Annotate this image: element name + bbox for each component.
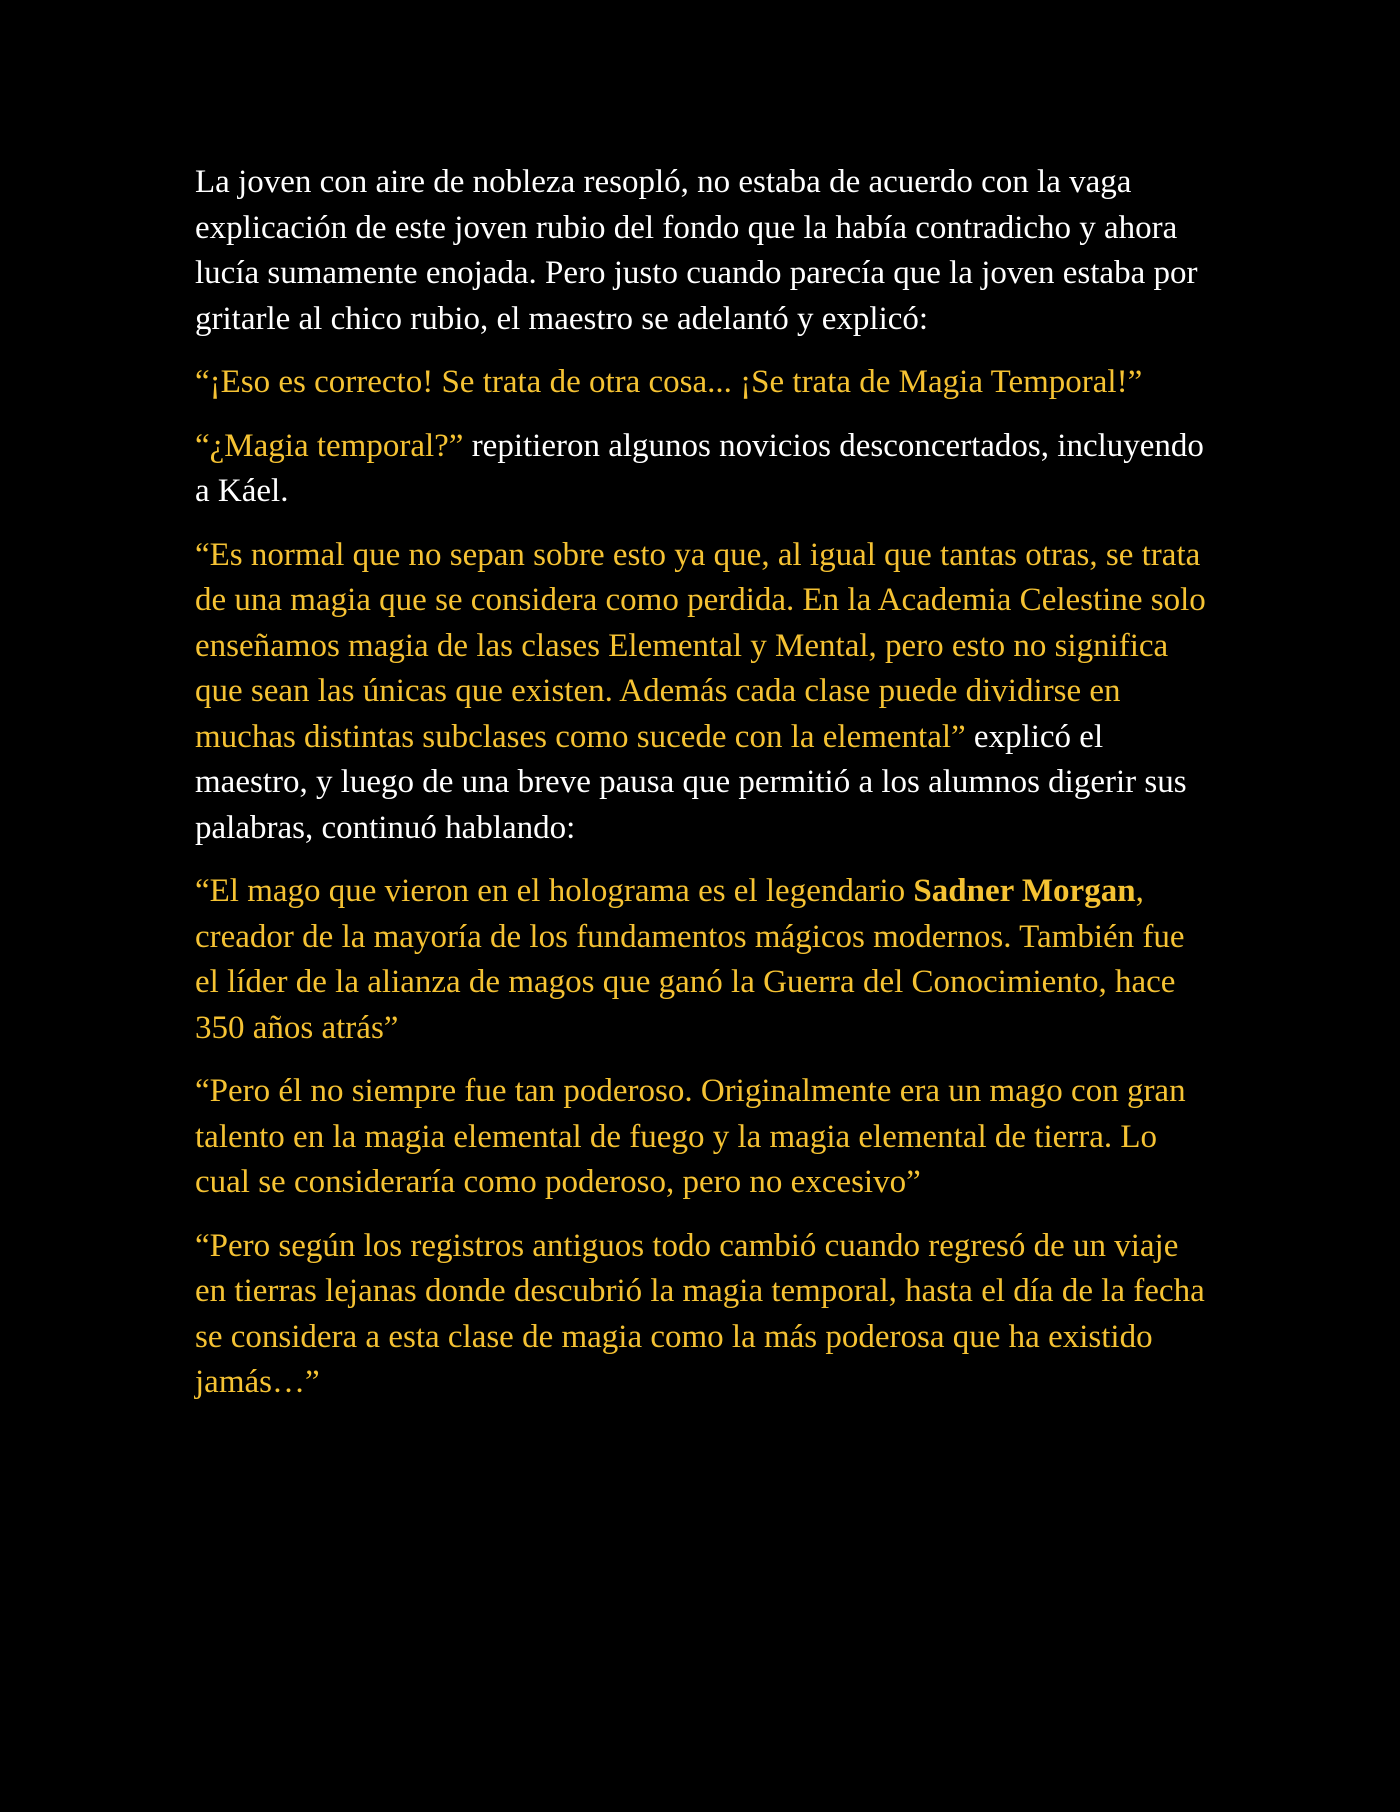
mixed-paragraph bbox=[195, 533, 1215, 852]
character-name: Sadner Morgan bbox=[913, 873, 1136, 909]
narration-paragraph bbox=[195, 160, 1215, 342]
dialogue-text: “Es normal que no sepan sobre esto ya que, al igual que tantas otras, se trata de una magia que se considera como perdida. En la Academia Celestine solo enseñamos magia de las clases Elemental y Mental, pero esto no significa que sean las únicas que existen. Además cada clase puede dividirse en muchas distintas subclases como sucede con la elemental” bbox=[195, 536, 1206, 755]
narration-text: explicó el maestro, y luego de una breve pausa que permitió a los alumnos digerir sus palabras, continuó hablando: bbox=[195, 718, 1187, 846]
dialogue-text: “Pero según los registros antiguos todo cambió cuando regresó de un viaje en tierras lejanas donde descubrió la magia temporal, hasta el día de la fecha se considera a esta clase de magia como la más poderosa que ha existido jamás…” bbox=[195, 1227, 1205, 1400]
narration-text: La joven con aire de nobleza resopló, no estaba de acuerdo con la vaga explicación de este joven rubio del fondo que la había contradicho y ahora lucía sumamente enojada. Pero justo cuando parecía que la joven estaba por gritarle al chico rubio, el maestro se adelantó y explicó: bbox=[195, 164, 1198, 337]
narration-text: repitieron algunos novicios desconcertados, incluyendo a Káel. bbox=[195, 427, 1204, 509]
dialogue-text: “¡Eso es correcto! Se trata de otra cosa... ¡Se trata de Magia Temporal!” bbox=[195, 364, 1143, 400]
dialogue-text: “Pero él no siempre fue tan poderoso. Originalmente era un mago con gran talento en la magia elemental de fuego y la magia elemental de tierra. Lo cual se consideraría como poderoso, pero no excesivo” bbox=[195, 1073, 1186, 1200]
mixed-paragraph bbox=[195, 424, 1215, 515]
dialogue-text: “El mago que vieron en el holograma es el legendario bbox=[195, 873, 914, 909]
dialogue-paragraph bbox=[195, 869, 1215, 1051]
document-page bbox=[195, 160, 1215, 1424]
dialogue-paragraph bbox=[195, 1069, 1215, 1206]
dialogue-paragraph bbox=[195, 360, 1215, 406]
dialogue-text: “¿Magia temporal?” bbox=[195, 427, 464, 464]
dialogue-text: , creador de la mayoría de los fundamentos mágicos modernos. También fue el líder de la alianza de magos que ganó la Guerra del Conocimiento, hace 350 años atrás” bbox=[195, 873, 1185, 1046]
dialogue-paragraph bbox=[195, 1224, 1215, 1406]
